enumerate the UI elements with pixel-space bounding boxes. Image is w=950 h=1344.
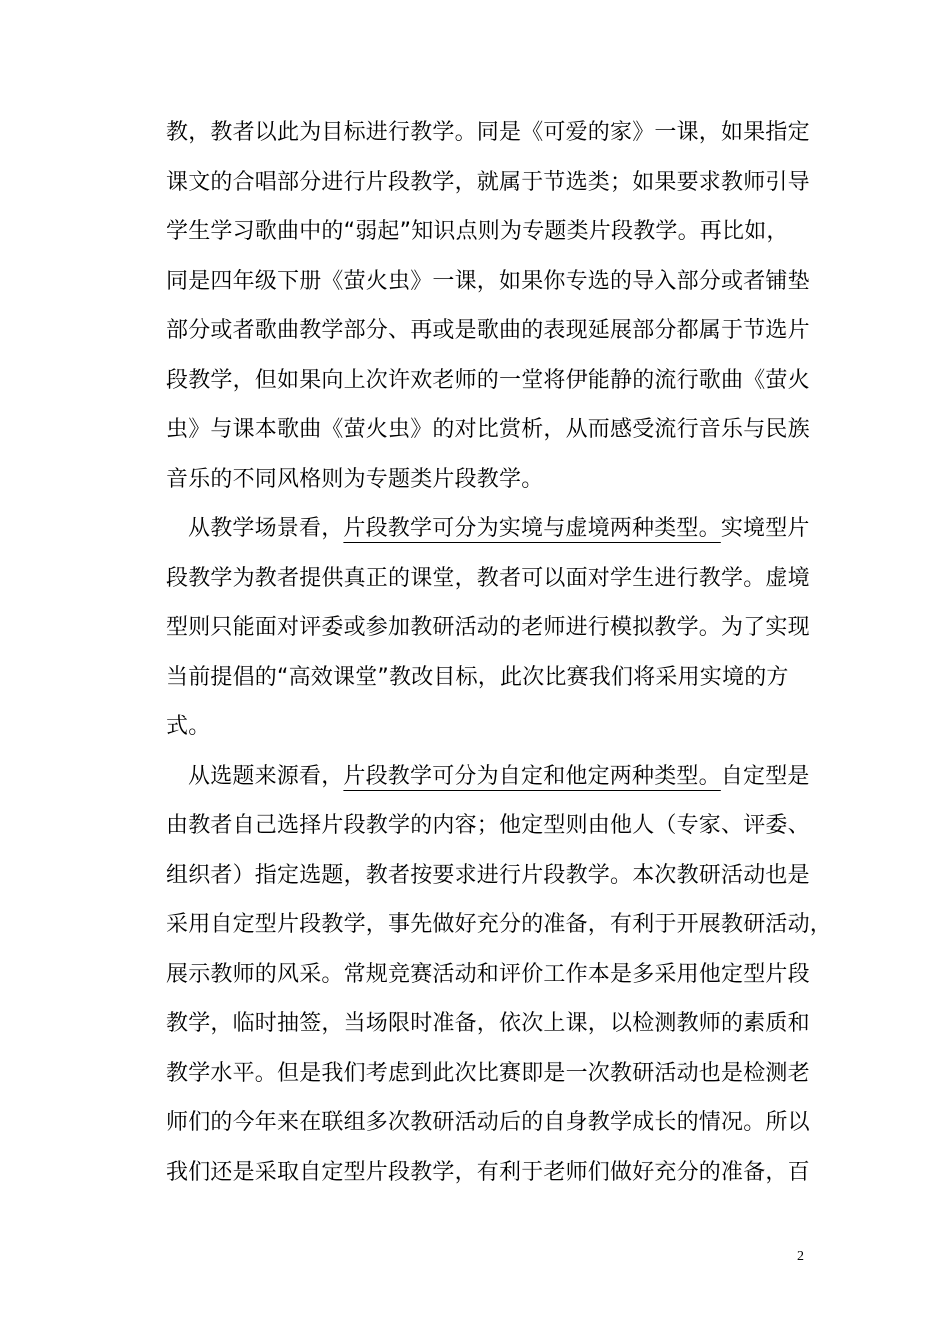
paragraph-line: 课文的合唱部分进行片段教学，就属于节选类；如果要求教师引导 — [166, 169, 810, 195]
paragraph-line: 同是四年级下册《萤火虫》一课，如果你专选的导入部分或者铺垫 — [166, 268, 810, 294]
body-text — [166, 108, 833, 1197]
paragraph-text: 从教学场景看， — [188, 516, 344, 541]
paragraph-line: 部分或者歌曲教学部分、再或是歌曲的表现延展部分都属于节选片 — [166, 318, 810, 343]
paragraph-line: 教，教者以此为目标进行教学。同是《可爱的家》一课，如果指定 — [166, 120, 810, 145]
paragraph-first-line — [166, 504, 816, 554]
paragraph-text: 实境型片 — [720, 516, 810, 541]
paragraph-line: 我们还是采取自定型片段教学，有利于老师们做好充分的准备，百 — [166, 1159, 810, 1185]
paragraph-line: 展示教师的风采。常规竞赛活动和评价工作本是多采用他定型片段 — [166, 961, 810, 987]
paragraph-line: 组织者）指定选题，教者按要求进行片段教学。本次教研活动也是 — [166, 862, 810, 888]
underlined-key-sentence: 片段教学可分为实境与虚境两种类型。 — [343, 516, 721, 541]
paragraph-first-line — [166, 752, 816, 802]
paragraph-line: 教学水平。但是我们考虑到此次比赛即是一次教研活动也是检测老 — [166, 1060, 810, 1086]
paragraph-line: 型则只能面对评委或参加教研活动的老师进行模拟教学。为了实现 — [166, 615, 810, 640]
paragraph-text: 从选题来源看， — [188, 763, 344, 789]
paragraph-line: 虫》与课本歌曲《萤火虫》的对比赏析，从而感受流行音乐与民族 — [166, 417, 810, 442]
paragraph-line: 由教者自己选择片段教学的内容；他定型则由他人（专家、评委、 — [166, 813, 810, 838]
paragraph-line: 段教学为教者提供真正的课堂，教者可以面对学生进行教学。虚境 — [166, 565, 810, 591]
paragraph-line: 教学，临时抽签，当场限时准备，依次上课，以检测教师的素质和 — [166, 1011, 810, 1036]
paragraph-line: 段教学，但如果向上次许欢老师的一堂将伊能静的流行歌曲《萤火 — [166, 367, 810, 393]
paragraph-line: 师们的今年来在联组多次教研活动后的自身教学成长的情况。所以 — [166, 1110, 810, 1135]
underlined-key-sentence: 片段教学可分为自定和他定两种类型。 — [343, 763, 721, 789]
paragraph-line: 式。 — [166, 714, 211, 739]
page-number: 2 — [797, 1249, 804, 1264]
paragraph-line: 采用自定型片段教学，事先做好充分的准备，有利于开展教研活动， — [166, 912, 833, 937]
paragraph-text: 自定型是 — [720, 763, 810, 789]
paragraph-line: 音乐的不同风格则为专题类片段教学。 — [166, 466, 544, 492]
paragraph-line: 学生学习歌曲中的“弱起”知识点则为专题类片段教学。再比如， — [166, 219, 789, 244]
paragraph-line: 当前提倡的“高效课堂”教改目标，此次比赛我们将采用实境的方 — [166, 664, 789, 690]
